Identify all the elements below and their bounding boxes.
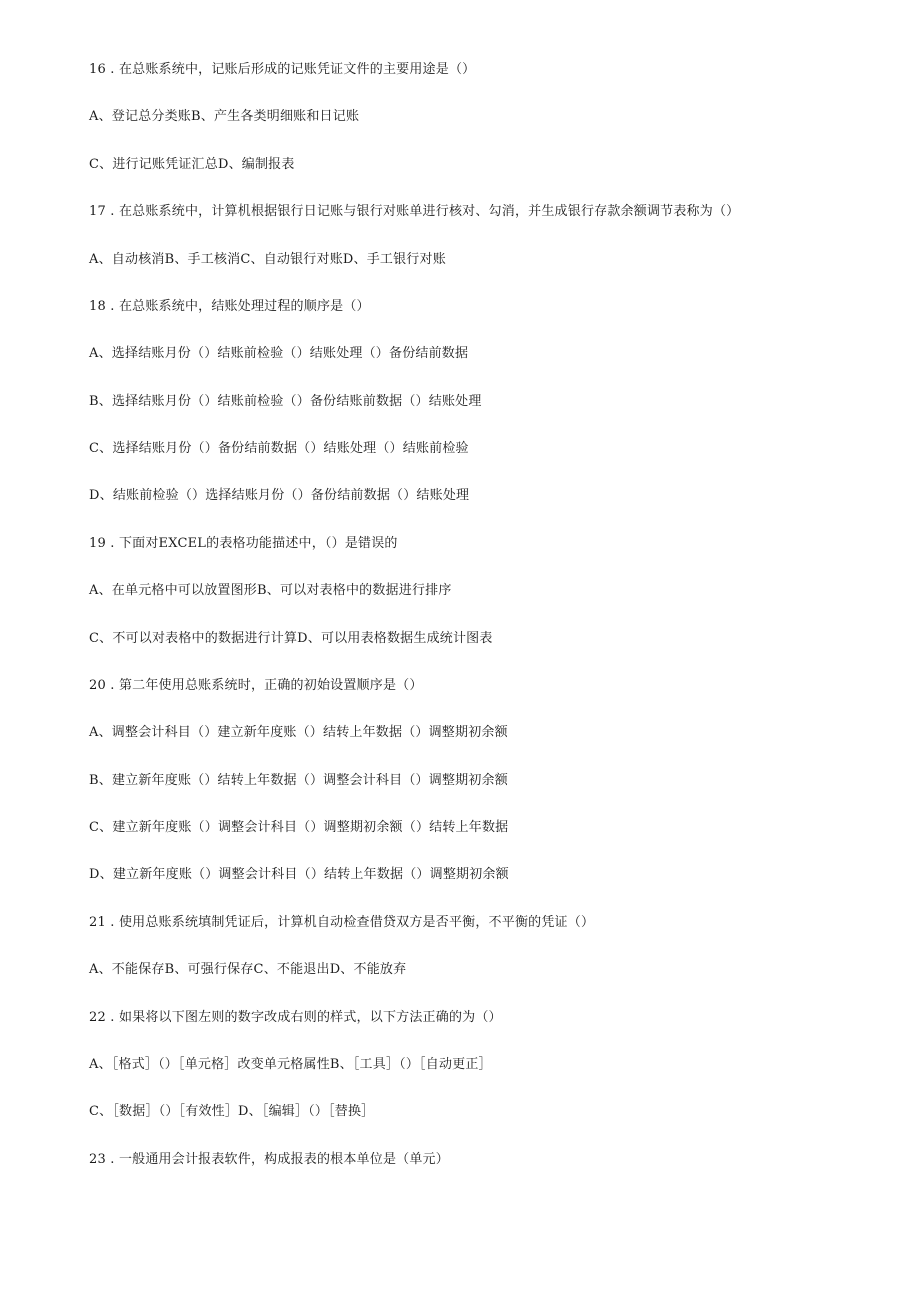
question-18-option-c: C、选择结账月份（）备份结前数据（）结账处理（）结账前检验 [89, 441, 469, 456]
question-22-option-ab: A、［格式］（）［单元格］改变单元格属性B、［工具］（）［自动更正］ [89, 1057, 492, 1072]
question-17: 17 . 在总账系统中，计算机根据银行日记账与银行对账单进行核对、勾消，并生成银行存款余额调节表称为（） [89, 204, 740, 219]
question-21: 21 . 使用总账系统填制凭证后，计算机自动检查借贷双方是否平衡，不平衡的凭证（） [89, 915, 595, 930]
question-18-option-a: A、选择结账月份（）结账前检验（）结账处理（）备份结前数据 [89, 346, 469, 361]
question-19: 19 . 下面对EXCEL的表格功能描述中，（）是错误的 [89, 536, 398, 551]
question-19-option-ab: A、在单元格中可以放置图形B、可以对表格中的数据进行排序 [89, 583, 452, 598]
question-18-option-d: D、结账前检验（）选择结账月份（）备份结前数据（）结账处理 [89, 488, 470, 503]
question-16-option-ab: A、登记总分类账B、产生各类明细账和日记账 [89, 109, 360, 124]
question-16-option-cd: C、进行记账凭证汇总D、编制报表 [89, 157, 295, 172]
question-20-option-c: C、建立新年度账（）调整会计科目（）调整期初余额（）结转上年数据 [89, 820, 509, 835]
question-16: 16 . 在总账系统中，记账后形成的记账凭证文件的主要用途是（） [89, 62, 476, 77]
question-20-option-a: A、调整会计科目（）建立新年度账（）结转上年数据（）调整期初余额 [89, 725, 508, 740]
question-17-options: A、自动核消B、手工核消C、自动银行对账D、手工银行对账 [89, 252, 446, 267]
question-22: 22 . 如果将以下图左则的数字改成右则的样式，以下方法正确的为（） [89, 1010, 502, 1025]
question-21-options: A、不能保存B、可强行保存C、不能退出D、不能放弃 [89, 962, 407, 977]
question-22-option-cd: C、［数据］（）［有效性］D、［编辑］（）［替换］ [89, 1104, 375, 1119]
question-20: 20 . 第二年使用总账系统时，正确的初始设置顺序是（） [89, 678, 423, 693]
question-20-option-b: B、建立新年度账（）结转上年数据（）调整会计科目（）调整期初余额 [89, 773, 508, 788]
question-18: 18 . 在总账系统中，结账处理过程的顺序是（） [89, 299, 370, 314]
question-19-option-cd: C、不可以对表格中的数据进行计算D、可以用表格数据生成统计图表 [89, 631, 493, 646]
question-18-option-b: B、选择结账月份（）结账前检验（）备份结账前数据（）结账处理 [89, 394, 482, 409]
question-20-option-d: D、建立新年度账（）调整会计科目（）结转上年数据（）调整期初余额 [89, 867, 509, 882]
question-23: 23 . 一般通用会计报表软件，构成报表的根本单位是（单元） [89, 1152, 449, 1167]
